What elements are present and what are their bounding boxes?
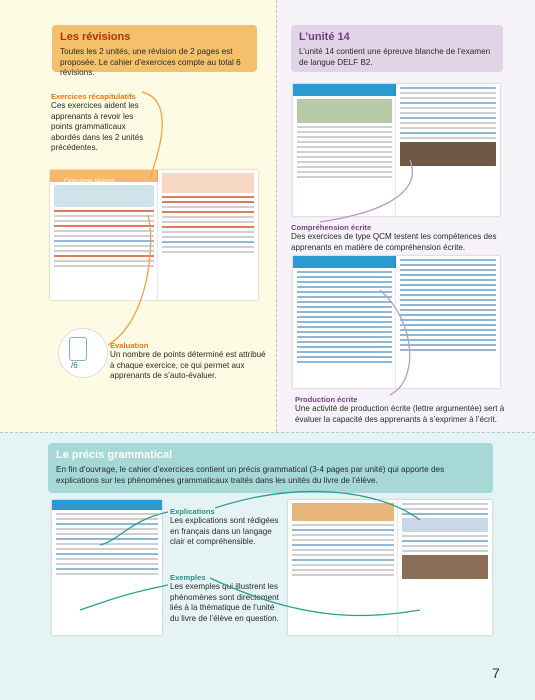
unite14-title: L’unité 14 bbox=[299, 31, 350, 43]
precis-text: En fin d’ouvrage, le cahier d’exercices contient un précis grammatical (3-4 pages par unité) qui apporte des explications sur les phénomènes grammaticaux traités dans les unités du livre de l’élève. bbox=[56, 465, 445, 485]
exemples-label: Exemples bbox=[170, 573, 206, 582]
evaluation-arrow bbox=[108, 215, 151, 345]
production-label: Production écrite bbox=[295, 395, 358, 404]
evaluation-text: Un nombre de points déterminé est attribué à chaque exercice, ce qui permet aux apprenants de s’auto-évaluer. bbox=[110, 350, 266, 381]
comprehension-arrow bbox=[320, 160, 412, 222]
exemples-arrow-right bbox=[210, 578, 420, 615]
production-arrow bbox=[380, 290, 410, 395]
production-text: Une activité de production écrite (lettre argumentée) sert à évaluer la capacité des apprenants à s’exprimer à l’écrit. bbox=[295, 404, 505, 424]
score-value: /6 bbox=[71, 361, 78, 370]
unite14-text: L’unité 14 contient une épreuve blanche de l’examen de langue DELF B2. bbox=[299, 47, 491, 67]
recap-label: Exercices récapitulatifs bbox=[51, 92, 136, 101]
comprehension-text: Des exercices de type QCM testent les compétences des apprenants en matière de compréhension écrite. bbox=[291, 232, 497, 252]
explications-text: Les explications sont rédigées en français dans un langage clair et compréhensible. bbox=[170, 516, 279, 547]
exemples-text: Les exemples qui illustrent les phénomènes sont directement liés à la thématique de l’unité du livre de l’élève en question. bbox=[170, 582, 279, 623]
revisions-text: Toutes les 2 unités, une révision de 2 pages est proposée. Le cahier d’exercices compte au total 6 révisions. bbox=[60, 47, 241, 78]
precis-title: Le précis grammatical bbox=[56, 449, 173, 461]
exemples-arrow-left bbox=[80, 585, 168, 610]
evaluation-label: Évaluation bbox=[110, 341, 149, 350]
explications-arrow-right bbox=[215, 491, 420, 520]
explications-arrow-left bbox=[100, 512, 168, 545]
revisions-title: Les révisions bbox=[60, 31, 131, 43]
cinquieme-title: Cinquième révision bbox=[64, 179, 116, 185]
recap-arrow bbox=[142, 92, 162, 178]
comprehension-label: Compréhension écrite bbox=[291, 223, 372, 232]
recap-text: Ces exercices aident les apprenants à revoir les points grammaticaux abordés dans les 2 unités précédentes. bbox=[51, 101, 144, 153]
explications-label: Explications bbox=[170, 507, 215, 516]
page-number: 7 bbox=[492, 665, 500, 681]
